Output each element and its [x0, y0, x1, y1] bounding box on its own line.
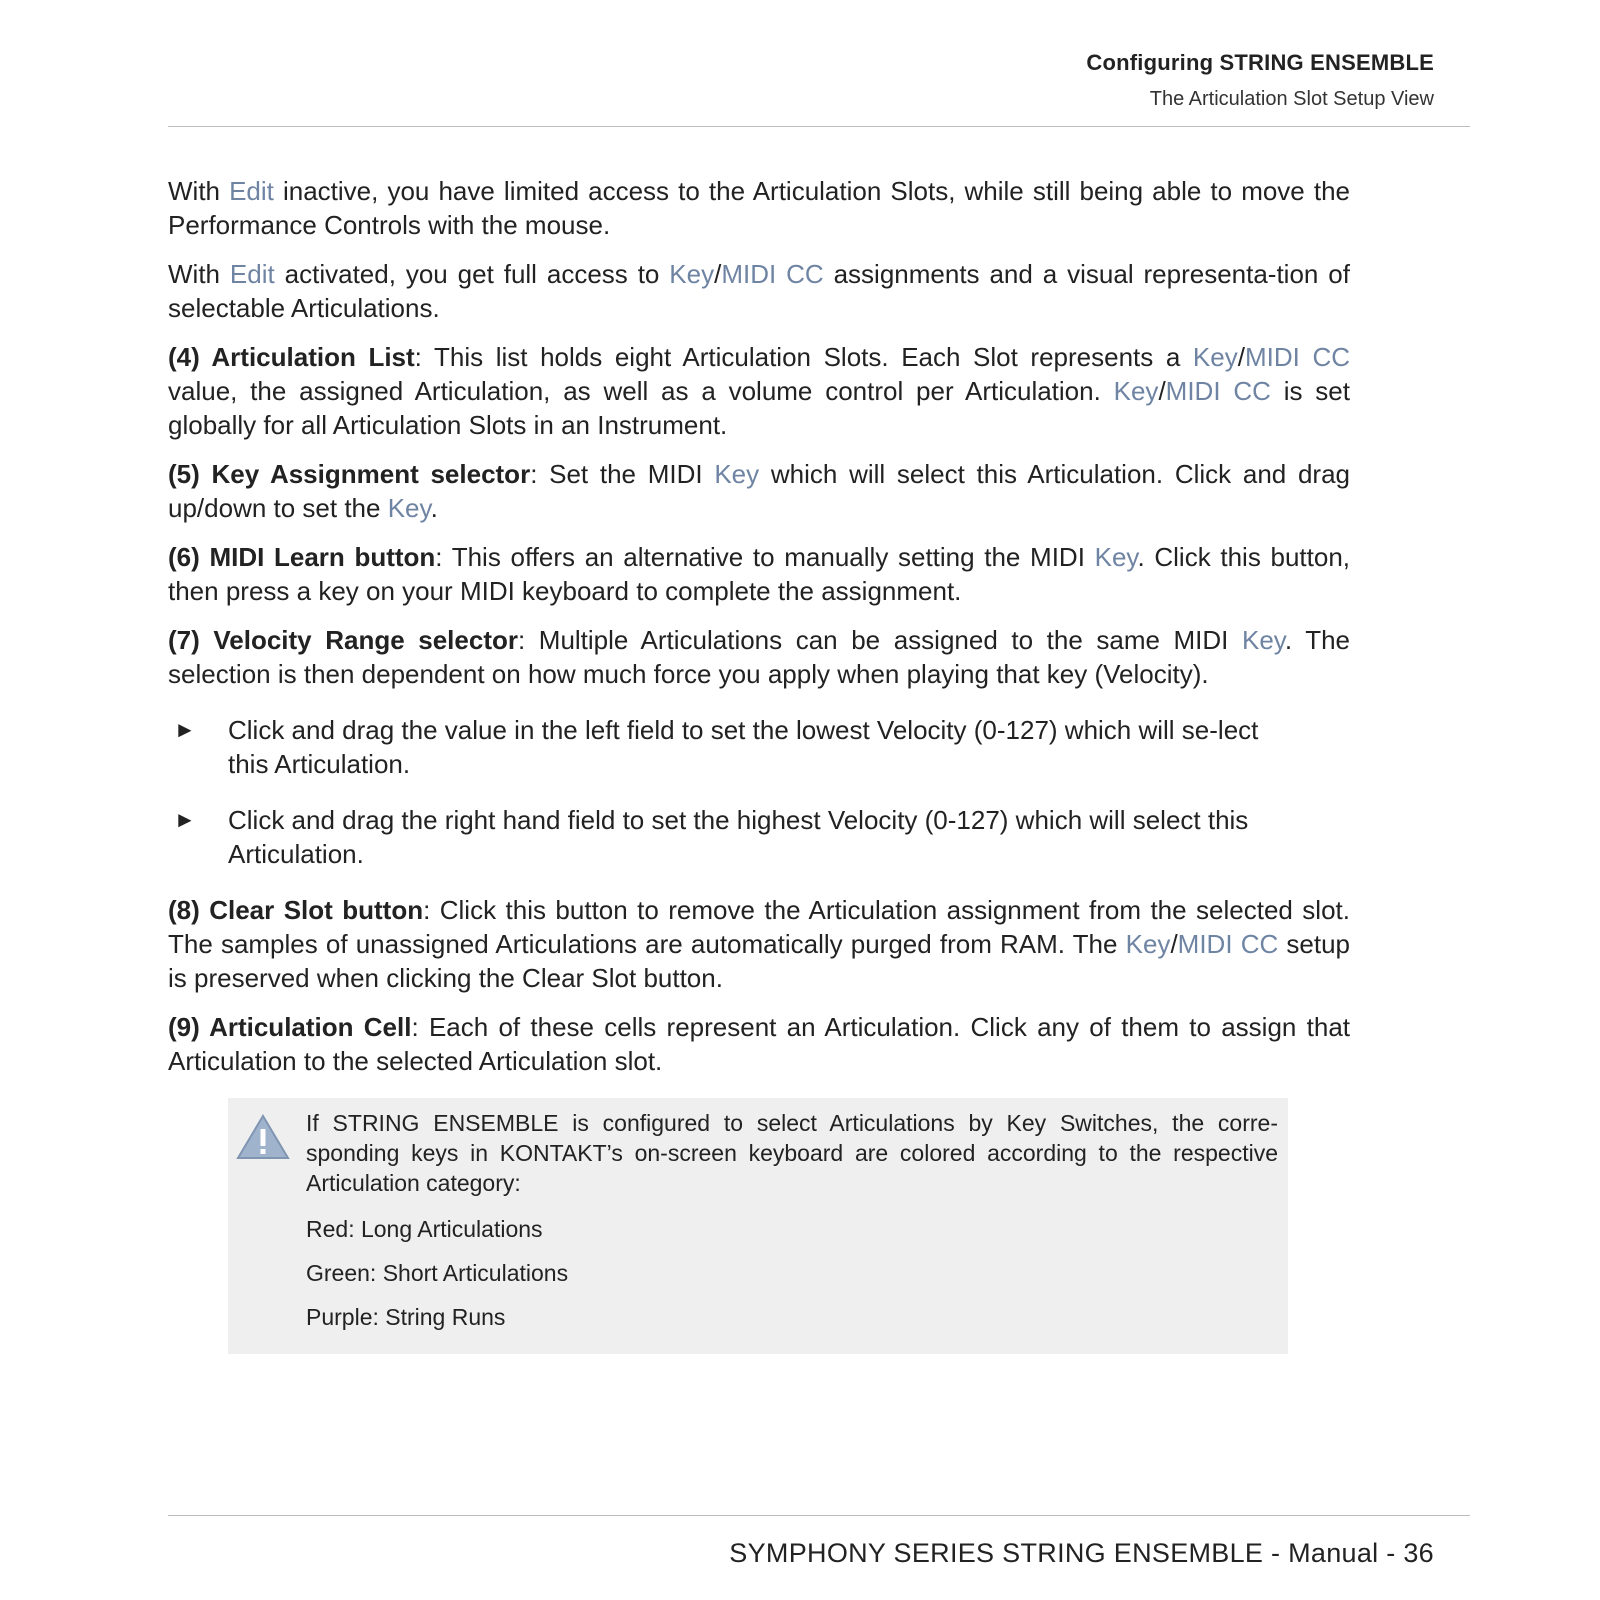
midi-cc-link[interactable]: MIDI CC — [1244, 342, 1350, 372]
chapter-title: Configuring STRING ENSEMBLE — [1086, 50, 1434, 75]
page-footer: SYMPHONY SERIES STRING ENSEMBLE - Manual - 36 — [729, 1538, 1434, 1568]
note-item-purple: Purple: String Runs — [306, 1304, 506, 1330]
paragraph-edit-active: With Edit activated, you get full access to Key/MIDI CC assignments and a visual representa-tion of selectable Articulations. — [168, 259, 1350, 323]
header-divider — [168, 126, 1470, 127]
term-key-assignment: (5) Key Assignment selector — [168, 459, 531, 489]
key-link[interactable]: Key — [1192, 342, 1238, 372]
paragraph-edit-inactive: With Edit inactive, you have limited access to the Articulation Slots, while still being able to move the Performance Controls with the mouse. — [168, 176, 1350, 240]
key-link[interactable]: Key — [669, 259, 715, 289]
key-link[interactable]: Key — [387, 493, 431, 523]
key-link[interactable]: Key — [1125, 929, 1171, 959]
term-midi-learn: (6) MIDI Learn button — [168, 542, 436, 572]
key-link[interactable]: Key — [1242, 625, 1285, 655]
bullet-arrow-icon: ► — [174, 807, 196, 832]
edit-link[interactable]: Edit — [229, 176, 274, 206]
footer-divider — [168, 1515, 1470, 1516]
note-item-red: Red: Long Articulations — [306, 1216, 543, 1242]
section-title: The Articulation Slot Setup View — [1149, 88, 1434, 110]
paragraph-key-assignment: (5) Key Assignment selector: Set the MIDI Key which will select this Articulation. Click and drag up/down to set the Key. — [168, 459, 1351, 523]
note-item-green: Green: Short Articulations — [306, 1260, 569, 1286]
key-link[interactable]: Key — [1094, 542, 1138, 572]
list-item: ► Click and drag the value in the left field to set the lowest Velocity (0-127) which will se-lect this Articulation. — [174, 715, 1259, 779]
midi-cc-link[interactable]: MIDI CC — [721, 259, 824, 289]
edit-link[interactable]: Edit — [229, 259, 275, 289]
paragraph-clear-slot: (8) Clear Slot button: Click this button to remove the Articulation assignment from the selected slot. The samples of unassigned Articulations are automatically purged from RAM. The Key/MIDI CC setup is preserved when clicking the Clear Slot button. — [168, 895, 1350, 993]
bullet-arrow-icon: ► — [174, 717, 196, 742]
paragraph-articulation-cell: (9) Articulation Cell: Each of these cells represent an Articulation. Click any of them to assign that Articulation to the selected Articulation slot. — [168, 1012, 1350, 1076]
midi-cc-link[interactable]: MIDI CC — [1177, 929, 1279, 959]
term-velocity-range: (7) Velocity Range selector — [168, 625, 518, 655]
paragraph-velocity-range: (7) Velocity Range selector: Multiple Articulations can be assigned to the same MIDI Key. The selection is then dependent on how much force you apply when playing that key (Velocity). — [168, 625, 1351, 689]
term-articulation-list: (4) Articulation List — [168, 342, 415, 372]
warning-note — [228, 1098, 1288, 1354]
key-link[interactable]: Key — [1113, 376, 1159, 406]
paragraph-articulation-list: (4) Articulation List: This list holds eight Articulation Slots. Each Slot represents a Key/MIDI CC value, the assigned Articulation, as well as a volume control per Articulation. Key/MIDI CC is set globally for all Articulation Slots in an Instrument. — [168, 342, 1350, 440]
warning-icon — [236, 1114, 290, 1160]
note-text: If STRING ENSEMBLE is configured to select Articulations by Key Switches, the corre-sponding keys in KONTAKT’s on-screen keyboard are colored according to the respective Articulation category: — [306, 1110, 1278, 1196]
term-clear-slot: (8) Clear Slot button — [168, 895, 424, 925]
key-link[interactable]: Key — [714, 459, 760, 489]
page-header — [1086, 50, 1434, 111]
term-articulation-cell: (9) Articulation Cell — [168, 1012, 412, 1042]
page-body — [168, 174, 1350, 1354]
paragraph-midi-learn: (6) MIDI Learn button: This offers an alternative to manually setting the MIDI Key. Click this button, then press a key on your MIDI keyboard to complete the assignment. — [168, 542, 1350, 606]
list-item: ► Click and drag the right hand field to set the highest Velocity (0-127) which will select this Articulation. — [174, 805, 1249, 869]
midi-cc-link[interactable]: MIDI CC — [1165, 376, 1271, 406]
